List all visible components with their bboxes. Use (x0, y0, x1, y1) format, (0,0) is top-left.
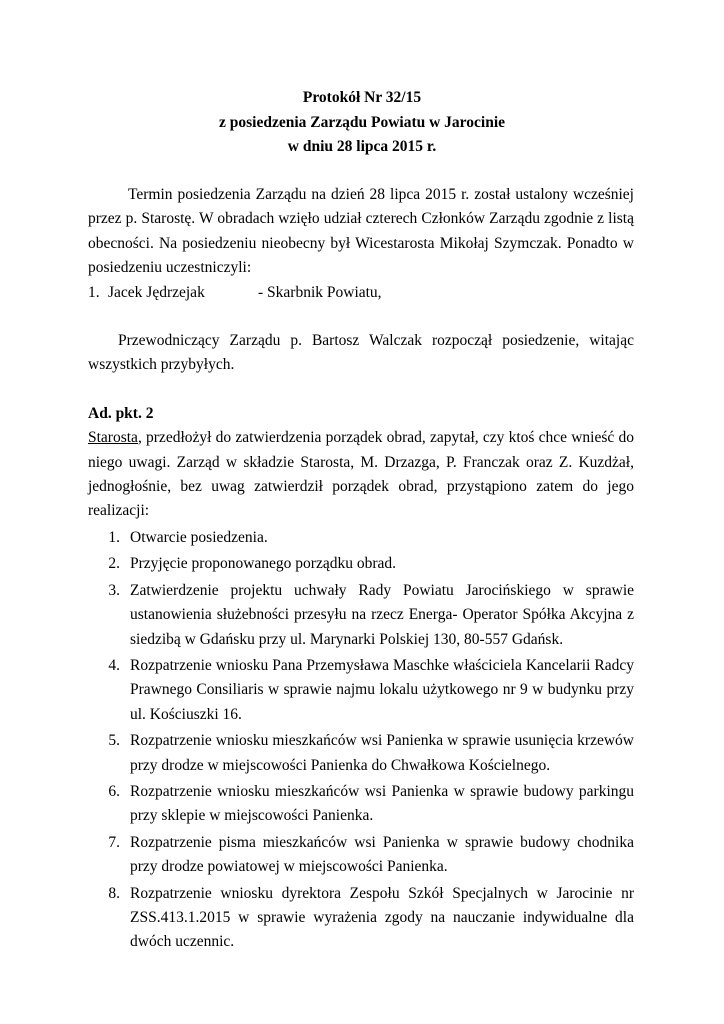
document-header (0, 86, 724, 160)
agenda-number: 6. (108, 782, 120, 800)
agenda-text: Otwarcie posiedzenia. (130, 528, 268, 546)
section-paragraph (88, 426, 634, 524)
agenda-number: 1. (108, 528, 120, 546)
agenda-number: 4. (108, 656, 120, 674)
agenda-text: Rozpatrzenie wniosku dyrektora Zespołu Szkół Specjalnych w Jarocinie nr ZSS.413.1.2015 w sprawie wyrażenia zgody na nauczanie indywidualne dla dwóch uczennic. (130, 884, 634, 951)
list-item (88, 729, 634, 778)
spacer (88, 378, 634, 402)
protocol-number: Protokół Nr 32/15 (302, 89, 422, 106)
list-item (88, 526, 634, 550)
opening-paragraph: Przewodniczący Zarządu p. Bartosz Walczak rozpoczął posiedzenie, witając wszystkich przybyłych. (88, 332, 634, 374)
meeting-date: w dniu 28 lipca 2015 r. (287, 138, 437, 155)
list-item (88, 552, 634, 576)
section-heading: Ad. pkt. 2 (88, 404, 154, 422)
agenda-text: Rozpatrzenie pisma mieszkańców wsi Panienka w sprawie budowy chodnika przy drodze powiatowej w miejscowości Panienka. (130, 833, 634, 876)
agenda-list (88, 526, 634, 955)
list-item (88, 579, 634, 652)
agenda-text: Zatwierdzenie projektu uchwały Rady Powiatu Jarocińskiego w sprawie ustanowienia służebności przesyłu na rzecz Energa- Operator Spółka Akcyjna z siedzibą w Gdańsku przy ul. Marynarki Polskiej 130, 80-557 Gdańsk. (130, 581, 634, 648)
agenda-number: 3. (108, 581, 120, 599)
attendee-row (88, 281, 634, 305)
list-item (88, 882, 634, 955)
agenda-number: 5. (108, 732, 120, 750)
agenda-number: 7. (108, 833, 120, 851)
list-item (88, 780, 634, 829)
agenda-text: Rozpatrzenie wniosku mieszkańców wsi Panienka w sprawie usunięcia krzewów przy drodze w miejscowości Panienka do Chwałkowa Kościelnego. (130, 732, 634, 774)
document-body (88, 183, 634, 957)
meeting-title: z posiedzenia Zarządu Powiatu w Jarocinie (218, 113, 506, 131)
intro-paragraph: Termin posiedzenia Zarządu na dzień 28 lipca 2015 r. został ustalony wcześniej przez p. Starostę. W obradach wzięło udział czterech Członków Zarządu zgodnie z listą obecności. Na posiedzeniu nieobecny był Wicestarosta Mikołaj Szymczak. Ponadto w posiedzeniu uczestniczyli: (88, 186, 634, 277)
agenda-number: 8. (108, 884, 120, 902)
attendee-name: Jacek Jędrzejak (108, 283, 205, 301)
spacer (88, 305, 634, 329)
section-paragraph-rest: , przedłożył do zatwierdzenia porządek obrad, zapytał, czy ktoś chce wnieść do niego uwagi. Zarząd w składzie Starosta, M. Drzazga, P. Franczak oraz Z. Kuzdżał, jednogłośnie, bez uwag zatwierdził porządek obrad, przystąpiono zatem do jego realizacji: (88, 429, 634, 520)
attendee-number: 1. (88, 283, 100, 301)
agenda-number: 2. (108, 555, 120, 573)
list-item (88, 654, 634, 727)
agenda-text: Przyjęcie proponowanego porządku obrad. (130, 555, 396, 573)
attendee-role: - Skarbnik Powiatu, (258, 283, 382, 301)
agenda-text: Rozpatrzenie wniosku Pana Przemysława Maschke właściciela Kancelarii Radcy Prawnego Consiliaris w sprawie najmu lokalu użytkowego nr 9 w budynku przy ul. Kościuszki 16. (130, 656, 634, 723)
list-item (88, 831, 634, 880)
agenda-text: Rozpatrzenie wniosku mieszkańców wsi Panienka w sprawie budowy parkingu przy sklepie w miejscowości Panienka. (130, 782, 634, 825)
starosta-underlined: Starosta (88, 429, 138, 447)
